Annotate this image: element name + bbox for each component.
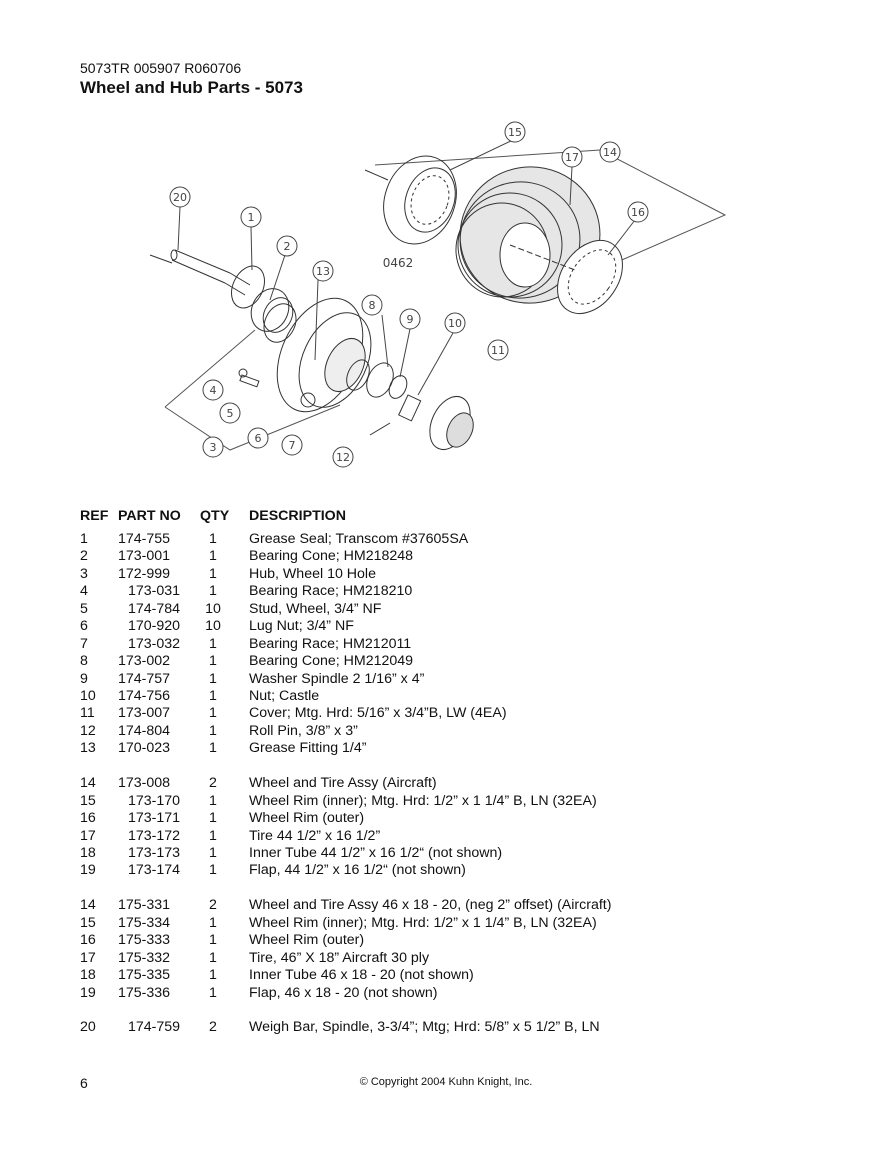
- part-no-cell: 175-331: [118, 897, 171, 914]
- part-no-cell: 173-002: [118, 653, 171, 670]
- col-ref-header: REF: [80, 508, 109, 524]
- part-no-cell: 175-334: [118, 914, 171, 931]
- cover-drawing: [422, 390, 479, 456]
- page-title: Wheel and Hub Parts - 5073: [80, 78, 303, 97]
- qty-cell: 1: [209, 984, 217, 1001]
- qty-cell: 1: [209, 844, 217, 861]
- callout-label: 5: [226, 407, 234, 420]
- part-no-cell: 173-031: [128, 583, 181, 600]
- ref-cell: 2: [80, 548, 88, 565]
- callout-label: 3: [209, 441, 217, 454]
- qty-cell: 1: [209, 862, 217, 879]
- roll-pin-drawing: [370, 423, 390, 435]
- qty-cell: 1: [209, 792, 217, 809]
- callout-label: 12: [336, 451, 350, 464]
- qty-cell: 10: [205, 600, 221, 617]
- qty-cell: 1: [209, 949, 217, 966]
- part-no-cell: 174-756: [118, 687, 171, 704]
- ref-cell: 11: [80, 705, 95, 722]
- qty-cell: 1: [209, 548, 217, 565]
- part-no-cell: 173-007: [118, 705, 171, 722]
- part-no-cell: 174-755: [118, 531, 171, 547]
- callout-label: 15: [508, 126, 522, 139]
- description-cell: Hub, Wheel 10 Hole: [249, 565, 376, 582]
- qty-cell: 1: [209, 932, 217, 949]
- part-no-cell: 174-757: [118, 670, 171, 687]
- qty-cell: 2: [209, 897, 217, 914]
- table-row: [80, 618, 780, 635]
- col-desc-header: DESCRIPTION: [249, 508, 346, 524]
- callout-label: 7: [288, 439, 296, 452]
- copyright: © Copyright 2004 Kuhn Knight, Inc.: [359, 1076, 533, 1088]
- table-row: [80, 548, 780, 565]
- qty-cell: 1: [209, 565, 217, 582]
- description-cell: Bearing Cone; HM218248: [249, 548, 414, 565]
- qty-cell: 1: [209, 722, 217, 739]
- qty-cell: 1: [209, 827, 217, 844]
- exploded-parts-diagram: [130, 105, 740, 510]
- ref-cell: 1: [80, 531, 88, 547]
- col-qty-header: QTY: [200, 508, 230, 524]
- page-number: 6: [80, 1075, 88, 1091]
- table-row: [80, 985, 780, 1002]
- description-cell: Grease Seal; Transcom #37605SA: [249, 531, 469, 547]
- part-no-cell: 173-008: [118, 775, 171, 792]
- description-cell: Wheel Rim (outer): [249, 932, 365, 949]
- qty-cell: 1: [209, 810, 217, 827]
- description-cell: Inner Tube 44 1/2” x 16 1/2“ (not shown): [249, 844, 503, 861]
- qty-cell: 1: [209, 705, 217, 722]
- table-row: [80, 705, 780, 722]
- ref-cell: 12: [80, 722, 96, 739]
- document-code: 5073TR 005907 R060706: [80, 60, 242, 76]
- callout-label: 17: [565, 151, 579, 164]
- ref-cell: 16: [80, 932, 96, 949]
- description-cell: Inner Tube 46 x 18 - 20 (not shown): [249, 967, 474, 984]
- table-row: [80, 723, 780, 740]
- qty-cell: 1: [209, 635, 217, 652]
- part-no-cell: 174-804: [118, 722, 171, 739]
- diagram-label: 0462: [382, 256, 414, 270]
- parts-table-header: [80, 506, 780, 528]
- col-part-header: PART NO: [118, 508, 181, 524]
- description-cell: Wheel Rim (inner); Mtg. Hrd: 1/2” x 1 1/4” B, LN (32EA): [249, 914, 597, 931]
- callout-label: 11: [491, 344, 505, 357]
- qty-cell: 2: [209, 775, 217, 792]
- table-row: [80, 583, 780, 600]
- ref-cell: 6: [80, 618, 88, 635]
- table-row: [80, 828, 780, 845]
- ref-cell: 14: [80, 897, 96, 914]
- table-row: [80, 897, 780, 914]
- ref-cell: 19: [80, 984, 96, 1001]
- group-spacer: [80, 1002, 780, 1020]
- part-no-cell: 173-174: [128, 862, 181, 879]
- description-cell: Tire 44 1/2” x 16 1/2”: [249, 827, 381, 844]
- table-row: [80, 531, 780, 548]
- table-row: [80, 601, 780, 618]
- spindle-drawing: [150, 250, 250, 295]
- ref-cell: 18: [80, 967, 96, 984]
- table-row: [80, 950, 780, 967]
- ref-cell: 17: [80, 827, 96, 844]
- castle-nut-drawing: [399, 395, 421, 421]
- table-row: [80, 775, 780, 792]
- callout-label: 8: [368, 299, 376, 312]
- parts-table-body: [80, 531, 780, 1037]
- description-cell: Flap, 44 1/2” x 16 1/2“ (not shown): [249, 862, 466, 879]
- part-no-cell: 173-170: [128, 792, 181, 809]
- table-row: [80, 671, 780, 688]
- part-no-cell: 173-173: [128, 844, 181, 861]
- table-row: [80, 967, 780, 984]
- part-no-cell: 174-759: [128, 1019, 181, 1036]
- ref-cell: 9: [80, 670, 88, 687]
- part-no-cell: 173-032: [128, 635, 181, 652]
- qty-cell: 1: [209, 531, 217, 547]
- qty-cell: 1: [209, 740, 217, 757]
- table-row: [80, 740, 780, 757]
- ref-cell: 17: [80, 949, 96, 966]
- description-cell: Wheel and Tire Assy (Aircraft): [249, 775, 437, 792]
- description-cell: Grease Fitting 1/4”: [249, 740, 367, 757]
- description-cell: Tire, 46” X 18” Aircraft 30 ply: [249, 949, 430, 966]
- part-no-cell: 174-784: [128, 600, 181, 617]
- part-no-cell: 173-171: [128, 810, 181, 827]
- callout-label: 14: [603, 146, 617, 159]
- table-row: [80, 1019, 780, 1036]
- qty-cell: 1: [209, 967, 217, 984]
- qty-cell: 10: [205, 618, 221, 635]
- ref-cell: 7: [80, 635, 88, 652]
- grease-seal-drawing: [225, 261, 271, 314]
- description-cell: Weigh Bar, Spindle, 3-3/4”; Mtg; Hrd: 5/8” x 5 1/2” B, LN: [249, 1019, 600, 1036]
- description-cell: Washer Spindle 2 1/16” x 4”: [249, 670, 425, 687]
- ref-cell: 5: [80, 600, 88, 617]
- part-no-cell: 173-172: [128, 827, 181, 844]
- callout-label: 16: [631, 206, 645, 219]
- ref-cell: 19: [80, 862, 96, 879]
- qty-cell: 1: [209, 670, 217, 687]
- description-cell: Roll Pin, 3/8” x 3”: [249, 722, 358, 739]
- description-cell: Bearing Cone; HM212049: [249, 653, 414, 670]
- table-row: [80, 793, 780, 810]
- lug-nut-drawing: [301, 393, 315, 407]
- description-cell: Wheel Rim (outer): [249, 810, 365, 827]
- ref-cell: 15: [80, 792, 96, 809]
- qty-cell: 1: [209, 687, 217, 704]
- description-cell: Nut; Castle: [249, 687, 320, 704]
- part-no-cell: 175-333: [118, 932, 171, 949]
- callout-label: 13: [316, 265, 330, 278]
- qty-cell: 1: [209, 583, 217, 600]
- ref-cell: 3: [80, 565, 88, 582]
- group-spacer: [80, 758, 780, 776]
- callout-label: 10: [448, 317, 462, 330]
- table-row: [80, 653, 780, 670]
- ref-cell: 20: [80, 1019, 96, 1036]
- ref-cell: 14: [80, 775, 96, 792]
- part-no-cell: 170-023: [118, 740, 171, 757]
- table-row: [80, 688, 780, 705]
- ref-cell: 16: [80, 810, 96, 827]
- callout-label: 1: [247, 211, 255, 224]
- ref-cell: 8: [80, 653, 88, 670]
- description-cell: Cover; Mtg. Hrd: 5/16” x 3/4”B, LW (4EA): [249, 705, 507, 722]
- qty-cell: 1: [209, 653, 217, 670]
- table-row: [80, 845, 780, 862]
- group-spacer: [80, 880, 780, 898]
- qty-cell: 2: [209, 1019, 217, 1036]
- part-no-cell: 170-920: [128, 618, 181, 635]
- callout-label: 9: [406, 313, 414, 326]
- description-cell: Flap, 46 x 18 - 20 (not shown): [249, 984, 438, 1001]
- table-row: [80, 862, 780, 879]
- table-row: [80, 810, 780, 827]
- ref-cell: 4: [80, 583, 88, 600]
- ref-cell: 18: [80, 844, 96, 861]
- callout-label: 4: [209, 384, 217, 397]
- description-cell: Stud, Wheel, 3/4” NF: [249, 600, 382, 617]
- part-no-cell: 175-336: [118, 984, 171, 1001]
- table-row: [80, 932, 780, 949]
- stud-drawing: [239, 369, 259, 387]
- ref-cell: 15: [80, 914, 96, 931]
- part-no-cell: 173-001: [118, 548, 171, 565]
- description-cell: Wheel Rim (inner); Mtg. Hrd: 1/2” x 1 1/4” B, LN (32EA): [249, 792, 597, 809]
- callout-label: 20: [173, 191, 187, 204]
- description-cell: Wheel and Tire Assy 46 x 18 - 20, (neg 2” offset) (Aircraft): [249, 897, 612, 914]
- ref-cell: 13: [80, 740, 96, 757]
- parts-table: [80, 506, 780, 1037]
- qty-cell: 1: [209, 914, 217, 931]
- table-row: [80, 636, 780, 653]
- part-no-cell: 175-335: [118, 967, 171, 984]
- description-cell: Lug Nut; 3/4” NF: [249, 618, 354, 635]
- callout-label: 6: [254, 432, 262, 445]
- table-row: [80, 566, 780, 583]
- ref-cell: 10: [80, 687, 96, 704]
- description-cell: Bearing Race; HM212011: [249, 635, 412, 652]
- description-cell: Bearing Race; HM218210: [249, 583, 413, 600]
- callout-label: 2: [283, 240, 291, 253]
- part-no-cell: 172-999: [118, 565, 171, 582]
- part-no-cell: 175-332: [118, 949, 171, 966]
- table-row: [80, 915, 780, 932]
